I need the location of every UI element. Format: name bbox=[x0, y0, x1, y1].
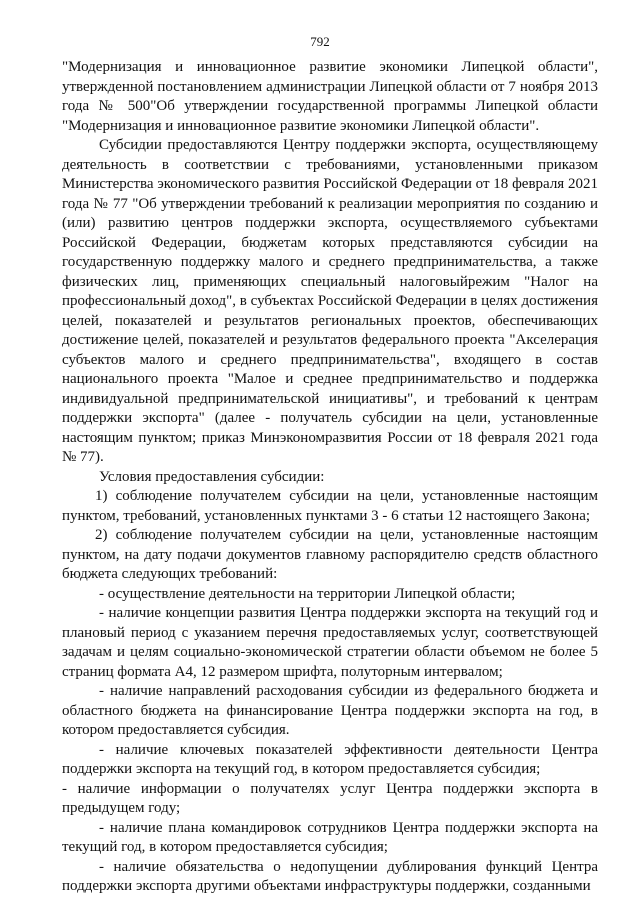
list-item-requirement-concept: - наличие концепции развития Центра поддержки экспорта на текущий год и плановый период с указанием перечня предоставляемых услуг, соответствующей задачам и целям социально-экономической стратегии области объемом не более 5 страниц формата А4, 12 размером шрифта, полуторным интервалом; bbox=[62, 605, 598, 680]
list-item-condition-2: 2) соблюдение получателем субсидии на цели, установленные настоящим пунктом, на дату подачи документов главному распорядителю средств областного бюджета следующих требований: bbox=[62, 527, 598, 582]
document-body bbox=[62, 58, 598, 897]
paragraph-program-title: "Модернизация и инновационное развитие экономики Липецкой области", утвержденной постановлением администрации Липецкой области от 7 ноября 2013 года № 500"Об утверждении государственной программы Липецкой области "Модернизация и инновационное развитие экономики Липецкой области". bbox=[62, 59, 598, 134]
list-item-requirement-expenses: - наличие направлений расходования субсидии из федерального бюджета и областного бюджета на финансирование Центра поддержки экспорта на год, в котором предоставляется субсидия. bbox=[62, 683, 598, 738]
paragraph-conditions-heading: Условия предоставления субсидии: bbox=[99, 468, 325, 485]
paragraph-subsidy-recipient: Субсидии предоставляются Центру поддержки экспорта, осуществляющему деятельность в соответствии с требованиями, установленными приказом Министерства экономического развития Российской Федерации от 18 февраля 2021 года № 77 "Об утверждении требований к реализации мероприятия по созданию и (или) развитию центров поддержки экспорта, осуществляемого субъектами Российской Федерации, бюджетам которых представляются субсидии на государственную поддержку малого и среднего предпринимательства, а также физических лиц, применяющих специальный налоговыйрежим "Налог на профессиональный доход", в субъектах Российской Федерации в целях достижения целей, показателей и результатов региональных проектов, обеспечивающих достижение целей, показателей и результатов федерального проекта "Акселерация субъектов малого и среднего предпринимательства", входящего в состав национального проекта "Малое и среднее предпринимательство и поддержка индивидуальной предпринимательской инициативы", и требований к центрам поддержки экспорта" (далее - получатель субсидии на цели, установленные настоящим пунктом; приказ Минэкономразвития России от 18 февраля 2021 года № 77). bbox=[62, 137, 598, 465]
list-item-requirement-no-duplication: - наличие обязательства о недопущении дублирования функций Центра поддержки экспорта другими объектами инфраструктуры поддержки, созданными bbox=[62, 858, 598, 894]
page-number: 792 bbox=[310, 34, 330, 49]
list-item-requirement-recipients-info: - наличие информации о получателях услуг Центра поддержки экспорта в предыдущем году; bbox=[62, 780, 598, 816]
list-item-requirement-kpi: - наличие ключевых показателей эффективности деятельности Центра поддержки экспорта на текущий год, в котором предоставляется субсидия; bbox=[62, 741, 598, 777]
list-item-requirement-territory: - осуществление деятельности на территории Липецкой области; bbox=[99, 585, 516, 602]
list-item-condition-1: 1) соблюдение получателем субсидии на цели, установленные настоящим пунктом, требований, установленных пунктами 3 - 6 статьи 12 настоящего Закона; bbox=[62, 488, 598, 524]
list-item-requirement-travel-plan: - наличие плана командировок сотрудников Центра поддержки экспорта на текущий год, в котором предоставляется субсидия; bbox=[62, 819, 598, 855]
